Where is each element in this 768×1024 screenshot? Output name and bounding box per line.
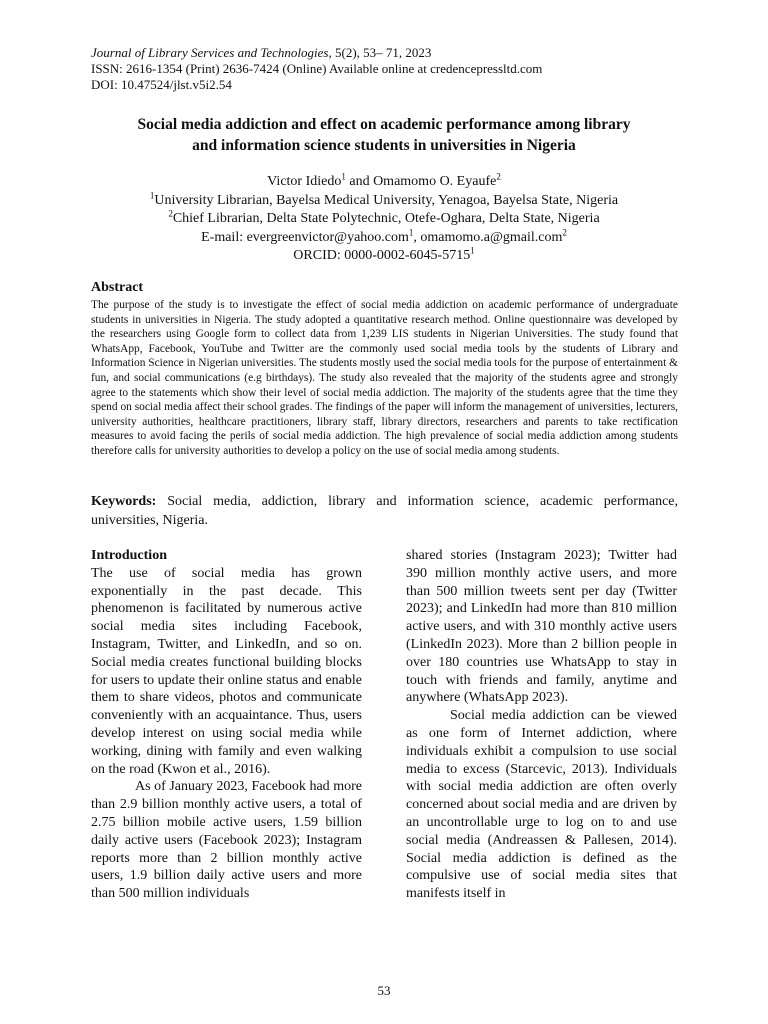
intro-paragraph-3: shared stories (Instagram 2023); Twitter had 390 million monthly active users, and more than 500 million tweets sent per day (Twitter 2023); and LinkedIn had more than 810 million active users, and with 310 monthly active users (LinkedIn 2023). More than 2 billion people in over 180 countries use WhatsApp to stay in touch with friends and family, anytime and anywhere (WhatsApp 2023). — [406, 548, 677, 706]
email-1: E-mail: evergreenvictor@yahoo.com — [201, 229, 409, 245]
intro-paragraph-1: The use of social media has grown exponentially in the past decade. This phenomenon is facilitated by numerous active social media sites including Facebook, Instagram, Twitter, and LinkedIn, and so on. Social media creates functional building blocks for users to update their online status and enable them to share videos, photos and communicate conveniently with an acquaintance. Thus, users develop interest on using social media while working, dining with family and even walking on the road (Kwon et al., 2016). — [91, 565, 362, 777]
affiliation-2-sup: 2 — [168, 208, 173, 219]
page-number: 53 — [377, 983, 391, 998]
keywords-text: Social media, addiction, library and information science, academic performance, universities, Nigeria. — [91, 494, 678, 528]
author-2: and Omamomo O. Eyaufe — [345, 174, 497, 189]
introduction-heading: Introduction — [91, 548, 167, 563]
email-1-sup: 1 — [408, 226, 414, 237]
affiliation-2-text: Chief Librarian, Delta State Polytechnic, Otefe-Oghara, Delta State, Nigeria — [172, 211, 600, 226]
paper-title-line-1: Social media addiction and effect on academic performance among library — [137, 116, 631, 133]
doi-line: DOI: 10.47524/jlst.v5i2.54 — [91, 77, 232, 92]
journal-volume-pages: , 5(2), 53– 71, 2023 — [328, 45, 432, 60]
orcid-line — [90, 247, 678, 266]
intro-paragraph-2: As of January 2023, Facebook had more than 2.9 billion monthly active users, a total of 2.75 billion mobile active users, 1.59 billion daily active users (Facebook 2023); Instagram reports more than 2 billion monthly active users, 1.9 billion daily active users and more than 500 million individuals — [91, 779, 362, 902]
author-block — [90, 173, 678, 266]
paper-title — [90, 114, 678, 156]
abstract-heading: Abstract — [91, 280, 144, 295]
email-2: , omamomo.a@gmail.com — [413, 229, 563, 245]
affiliation-1 — [90, 189, 678, 211]
keywords — [91, 492, 678, 530]
left-column — [91, 547, 362, 903]
journal-header — [91, 45, 691, 93]
orcid-sup: 1 — [470, 245, 475, 256]
author-names — [90, 173, 678, 192]
affiliation-1-sup: 1 — [149, 189, 155, 200]
abstract-text: The purpose of the study is to investigate the effect of social media addiction on academic performance of undergraduate students in universities in Nigeria. The study adopted a quantitative research method. Online questionnaire was developed by the researchers using Google form to collect data from 1,239 LIS students in Nigerian Universities. The study found that WhatsApp, Facebook, YouTube and Twitter are the commonly used social media tools by the students of Library and Information Science in Nigerian universities. The students mostly used the social media tools for the purpose of entertainment & fun, and social communications (e.g birthdays). The study also revealed that the majority of the students agree and strongly agree to the statements which show their level of social media addiction. The majority of the students agree that the time they spend on social media affect their school grades. The findings of the paper will inform the management of universities, lecturers, university authorities, healthcare practitioners, library staff, library directors, researchers and parents to take rectification measures to avoid facing the perils of social media addiction. The high prevalence of social media addiction among students therefore calls for university authorities to develop a policy on the use of social media among students. — [91, 299, 678, 457]
author-2-sup: 2 — [496, 171, 501, 182]
paper-title-line-2: and information science students in universities in Nigeria — [192, 137, 576, 154]
right-column — [406, 547, 677, 903]
journal-citation-line — [91, 45, 691, 61]
author-1: Victor Idiedo — [267, 174, 342, 189]
affiliation-1-text: University Librarian, Bayelsa Medical University, Yenagoa, Bayelsa State, Nigeria — [154, 192, 619, 208]
issn-line: ISSN: 2616-1354 (Print) 2636-7424 (Online) Available online at credencepressltd.com — [91, 61, 543, 76]
affiliation-2 — [90, 210, 678, 229]
journal-name: Journal of Library Services and Technologies — [91, 45, 329, 60]
email-line — [90, 226, 678, 248]
author-1-sup: 1 — [341, 171, 346, 182]
email-2-sup: 2 — [562, 226, 567, 237]
orcid-text: ORCID: 0000-0002-6045-5715 — [293, 248, 471, 263]
keywords-label: Keywords: — [91, 494, 157, 509]
intro-paragraph-4: Social media addiction can be viewed as one form of Internet addiction, where individuals exhibit a compulsion to use social media to excess (Starcevic, 2013). Individuals with social media addiction are often overly concerned about social media and are driven by an uncontrollable urge to log on to and use social media (Andreassen & Pallesen, 2014). Social media addiction is defined as the compulsive use of social media sites that manifests itself in — [406, 708, 677, 902]
